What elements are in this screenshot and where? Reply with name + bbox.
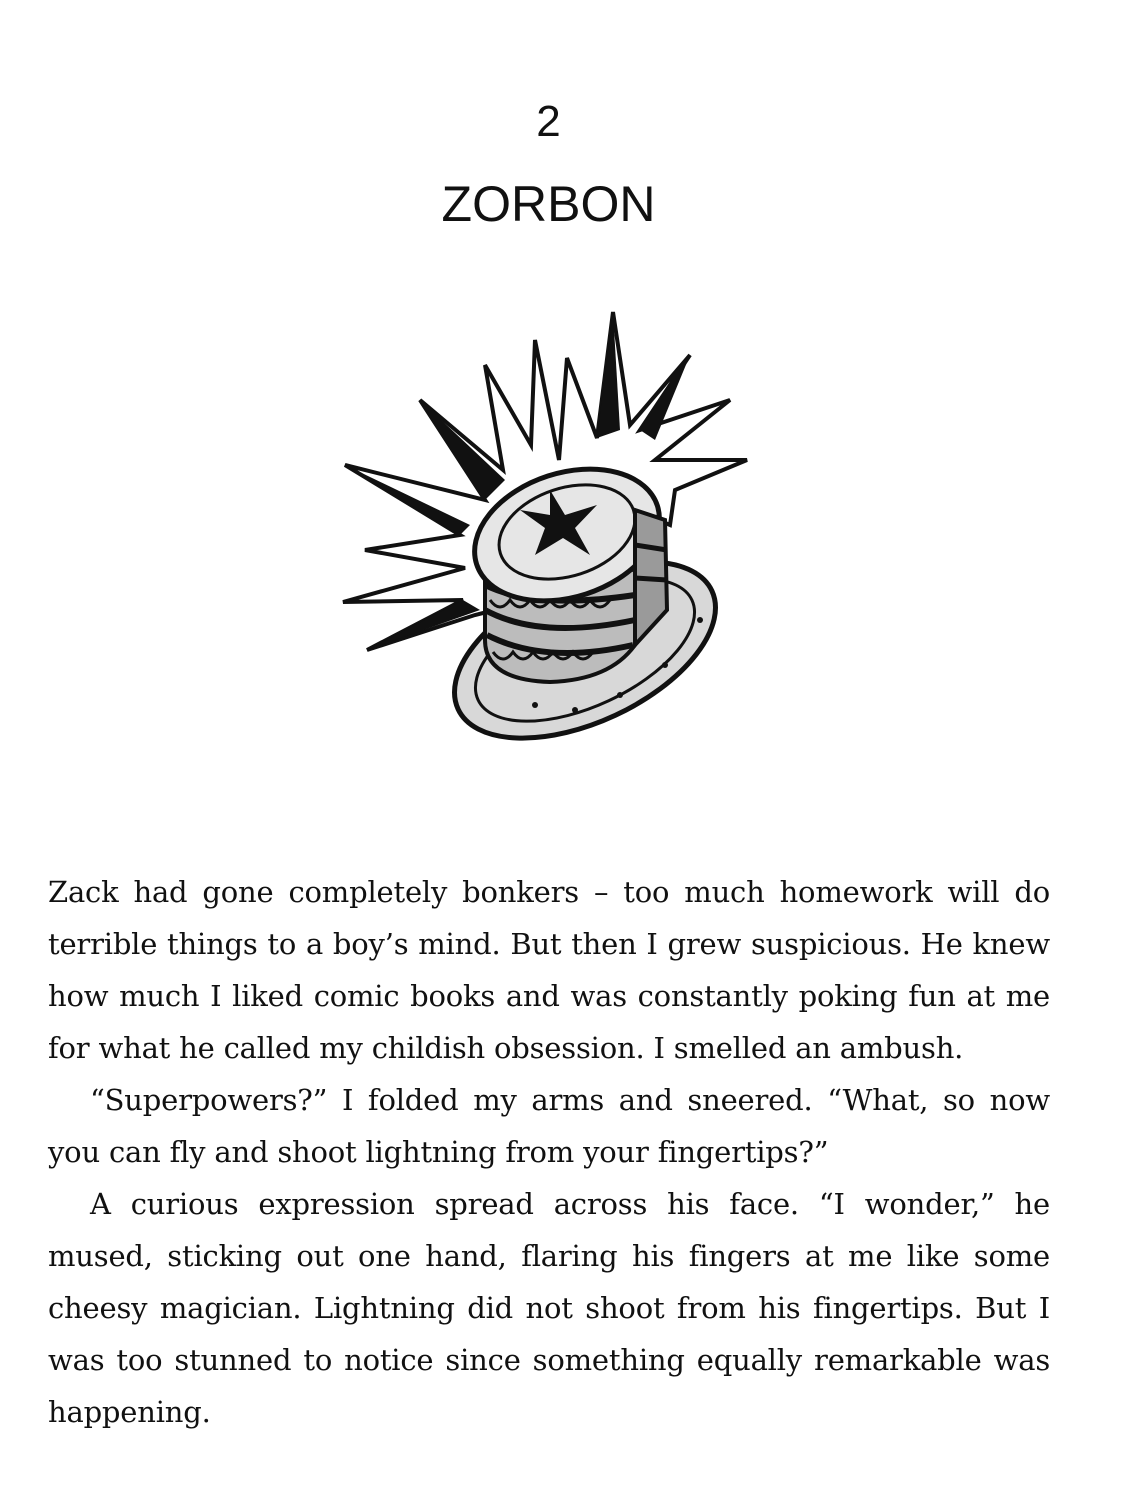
chapter-body-text (48, 866, 1050, 1438)
paragraph: A curious expression spread across his face. “I wonder,” he mused, sticking out one hand, flaring his fingers at me like some cheesy magician. Lightning did not shoot from his fingertips. But I was too stunned to notice since something equally remarkable was happening. (48, 1187, 1050, 1429)
paragraph: Zack had gone completely bonkers – too much homework will do terrible things to a boy’s mind. But then I grew suspicious. He knew how much I liked comic books and was constantly poking fun at me for what he called my childish obsession. I smelled an ambush. (48, 875, 1050, 1065)
paragraph: “Superpowers?” I folded my arms and sneered. “What, so now you can fly and shoot lightning from your fingertips?” (48, 1083, 1050, 1169)
chapter-title: ZORBON (441, 176, 656, 232)
exploding-cake-illustration (335, 310, 755, 745)
chapter-number: 2 (536, 97, 561, 146)
